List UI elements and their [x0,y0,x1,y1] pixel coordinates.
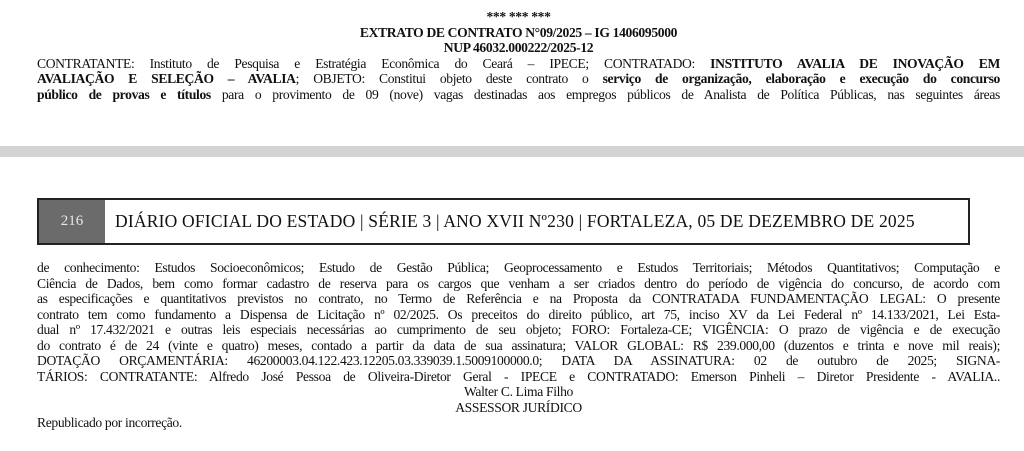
text-line [37,260,1000,276]
contract-extract-header-section [37,9,1000,102]
text-line [37,56,1000,72]
text-line [37,415,1000,431]
gazette-title: DIÁRIO OFICIAL DO ESTADO | SÉRIE 3 | ANO XVII Nº230 | FORTALEZA, 05 DE DEZEMBRO DE 2025 [115,211,915,231]
text-line [37,9,1000,25]
text-line [37,400,1000,416]
text: para o provimento de 09 (nove) vagas destinadas aos empregos públicos de Analista de Política Públicas, nas seguintes áreas [210,86,1000,102]
gazette-page-header [37,198,970,245]
text: CONTRATANTE: Instituto de Pesquisa e Estratégia Econômica do Ceará – IPECE; CONTRATADO: [37,55,711,71]
text-line [37,71,1000,87]
bold-text: NUP 46032.000222/2025-12 [443,40,594,55]
text: do contrato é de 24 (vinte e quatro) meses, contado a partir da data de sua assinatura; VALOR GLOBAL: R$ 239.000,00 (duzentos e trinta e nove mil reais); [37,337,1000,353]
text: TÁRIOS: CONTRATANTE: Alfredo José Pessoa de Oliveira-Diretor Geral - IPECE e CONTRATADO: Emerson Pinheli – Diretor Presidente - AVALIA.. [37,368,1000,384]
bold-text: EXTRATO DE CONTRATO N°09/2025 – IG 1406095000 [359,24,678,40]
text-line [37,322,1000,338]
text-line [37,353,1000,369]
text: de conhecimento: Estudos Socioeconômicos; Estudo de Gestão Pública; Geoprocessamento e Estudos Territoriais; Métodos Quantitativos; Computação e [37,260,1000,275]
text-line [37,40,1000,56]
text: DOTAÇÃO ORÇAMENTÁRIA: 46200003.04.122.423.12205.03.339039.1.5009100000.0; DATA DA ASSINATURA: 02 de outubro de 2025; SIGNA- [37,353,1000,368]
text: Ciência de Dados, bem como formar cadastro de reserva para os cargos que venham a ser criados dentro do período de vigência do concurso, de acordo com [37,275,1000,291]
text-line [37,384,1000,400]
page-number: 216 [39,200,105,243]
text: Walter C. Lima Filho [464,384,573,399]
text-line [37,369,1000,385]
text: ; OBJETO: Constitui objeto deste contrato o [295,71,603,86]
text: ASSESSOR JURÍDICO [455,399,582,415]
text: contrato tem como fundamento a Dispensa de Licitação nº 02/2025. Os preceitos do direito público, art 75, inciso XV da Lei Federal nº 14.133/2021, Lei Esta- [37,306,1000,322]
bold-text: público de provas e títulos [37,86,211,102]
text-line [37,338,1000,354]
bold-text: serviço de organização, elaboração e execução do concurso [602,71,1000,86]
page-separator [0,146,1024,157]
text-line [37,291,1000,307]
text-line [37,87,1000,103]
text: as especificações e quantitativos previstos no contrato, no Termo de Referência e na Proposta da CONTRATADA FUNDAMENTAÇÃO LEGAL: O presente [37,291,1000,306]
bold-text: INSTITUTO AVALIA DE INOVAÇÃO EM [710,55,1000,71]
text-line [37,276,1000,292]
contract-extract-continuation [37,260,1000,431]
bold-text: *** *** *** [486,9,551,24]
text: Republicado por incorreção. [37,415,182,430]
text: dual nº 17.432/2021 e outras leis especiais necessárias ao cumprimento de seu objeto; FORO: Fortaleza-CE; VIGÊNCIA: O prazo de vigência e de execução [37,322,1000,337]
text-line [37,307,1000,323]
bold-text: AVALIAÇÃO E SELEÇÃO – AVALIA [37,71,296,86]
text-line [37,25,1000,41]
